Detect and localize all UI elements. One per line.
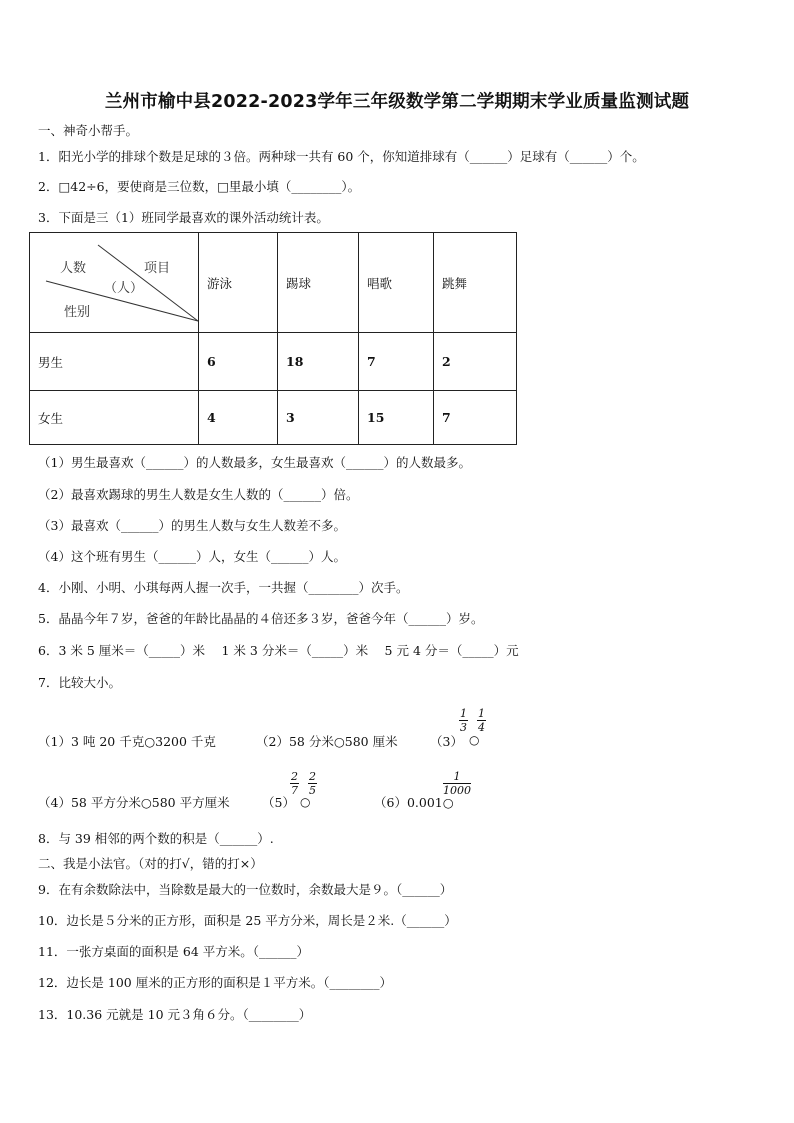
fraction-one-thousandth bbox=[443, 770, 471, 797]
table-cell: 4 bbox=[207, 410, 216, 425]
header-xingbie: 性别 bbox=[64, 305, 91, 320]
table-cell: 6 bbox=[207, 354, 216, 369]
question-5: 5．晶晶今年７岁，爸爸的年龄比晶晶的４倍还多３岁，爸爸今年（______）岁。 bbox=[38, 611, 484, 626]
fraction-one-third bbox=[459, 707, 468, 734]
question-3-4: （4）这个班有男生（______）人，女生（______）人。 bbox=[38, 549, 346, 564]
question-12: 12．边长是 100 厘米的正方形的面积是１平方米。（________） bbox=[38, 975, 392, 990]
table-cell: 7 bbox=[367, 354, 376, 369]
header-ren: （人） bbox=[104, 281, 144, 296]
question-8: 8．与 39 相邻的两个数的积是（______）. bbox=[38, 831, 274, 846]
fraction-denominator: 4 bbox=[478, 721, 485, 734]
fraction-two-sevenths bbox=[290, 770, 299, 797]
fraction-one-fourth bbox=[477, 707, 486, 734]
table-diagonal-header bbox=[30, 233, 199, 333]
fraction-numerator: 2 bbox=[309, 770, 316, 783]
question-3: 3．下面是三（1）班同学最喜欢的课外活动统计表。 bbox=[38, 210, 329, 225]
question-7: 7．比较大小。 bbox=[38, 675, 121, 690]
fraction-numerator: 1 bbox=[478, 707, 485, 720]
table-cell: 3 bbox=[286, 410, 295, 425]
header-xiangmu: 项目 bbox=[144, 261, 171, 276]
fraction-denominator: 3 bbox=[460, 721, 467, 734]
column-header: 游泳 bbox=[199, 233, 278, 333]
table-cell: 15 bbox=[367, 410, 385, 425]
column-header: 踢球 bbox=[278, 233, 359, 333]
compare-item-1: （1）3 吨 20 千克○3200 千克 bbox=[38, 734, 216, 749]
table-row bbox=[30, 391, 517, 445]
question-2: 2．□42÷6，要使商是三位数，□里最小填（________）。 bbox=[38, 179, 361, 194]
compare-item-3-label: （3） bbox=[430, 734, 463, 749]
column-header: 跳舞 bbox=[434, 233, 517, 333]
row-label: 男生 bbox=[30, 333, 199, 391]
compare-item-2: （2）58 分米○580 厘米 bbox=[256, 734, 398, 749]
activity-stats-table bbox=[29, 232, 517, 445]
question-1: 1．阳光小学的排球个数是足球的３倍。两种球一共有 60 个，你知道排球有（______）足球有（______）个。 bbox=[38, 149, 645, 164]
fraction-denominator: 1000 bbox=[443, 784, 471, 797]
compare-item-5-label: （5） bbox=[262, 795, 295, 810]
question-4: 4．小刚、小明、小琪每两人握一次手，一共握（________）次手。 bbox=[38, 580, 409, 595]
row-label: 女生 bbox=[30, 391, 199, 445]
fraction-numerator: 1 bbox=[443, 770, 471, 784]
section-heading-2: 二、我是小法官。（对的打√，错的打×） bbox=[38, 856, 263, 871]
header-renshu: 人数 bbox=[60, 261, 87, 276]
compare-circle: ○ bbox=[469, 733, 480, 747]
page-title: 兰州市榆中县2022-2023学年三年级数学第二学期期末学业质量监测试题 bbox=[104, 92, 690, 112]
question-6: 6．3 米 5 厘米＝（_____）米 1 米 3 分米＝（_____）米 5 元 4 分＝（_____）元 bbox=[38, 643, 519, 658]
table-cell: 2 bbox=[442, 354, 451, 369]
question-11: 11．一张方桌面的面积是 64 平方米。（______） bbox=[38, 944, 310, 959]
compare-item-6-label: （6）0.001○ bbox=[374, 795, 454, 810]
section-heading-1: 一、神奇小帮手。 bbox=[38, 123, 139, 138]
question-3-3: （3）最喜欢（______）的男生人数与女生人数差不多。 bbox=[38, 518, 346, 533]
fraction-denominator: 7 bbox=[291, 784, 298, 797]
question-10: 10．边长是５分米的正方形，面积是 25 平方分米，周长是２米.（______） bbox=[38, 913, 457, 928]
question-13: 13．10.36 元就是 10 元３角６分。（________） bbox=[38, 1007, 312, 1022]
compare-circle: ○ bbox=[300, 795, 311, 809]
table-cell: 7 bbox=[442, 410, 451, 425]
fraction-numerator: 2 bbox=[291, 770, 298, 783]
table-row bbox=[30, 333, 517, 391]
question-3-1: （1）男生最喜欢（______）的人数最多，女生最喜欢（______）的人数最多。 bbox=[38, 455, 471, 470]
question-3-2: （2）最喜欢踢球的男生人数是女生人数的（______）倍。 bbox=[38, 487, 359, 502]
fraction-numerator: 1 bbox=[460, 707, 467, 720]
question-9: 9．在有余数除法中，当除数是最大的一位数时，余数最大是９。（______） bbox=[38, 882, 453, 897]
fraction-denominator: 5 bbox=[309, 784, 316, 797]
table-cell: 18 bbox=[286, 354, 304, 369]
fraction-two-fifths bbox=[308, 770, 317, 797]
column-header: 唱歌 bbox=[359, 233, 434, 333]
compare-item-4: （4）58 平方分米○580 平方厘米 bbox=[38, 795, 230, 810]
